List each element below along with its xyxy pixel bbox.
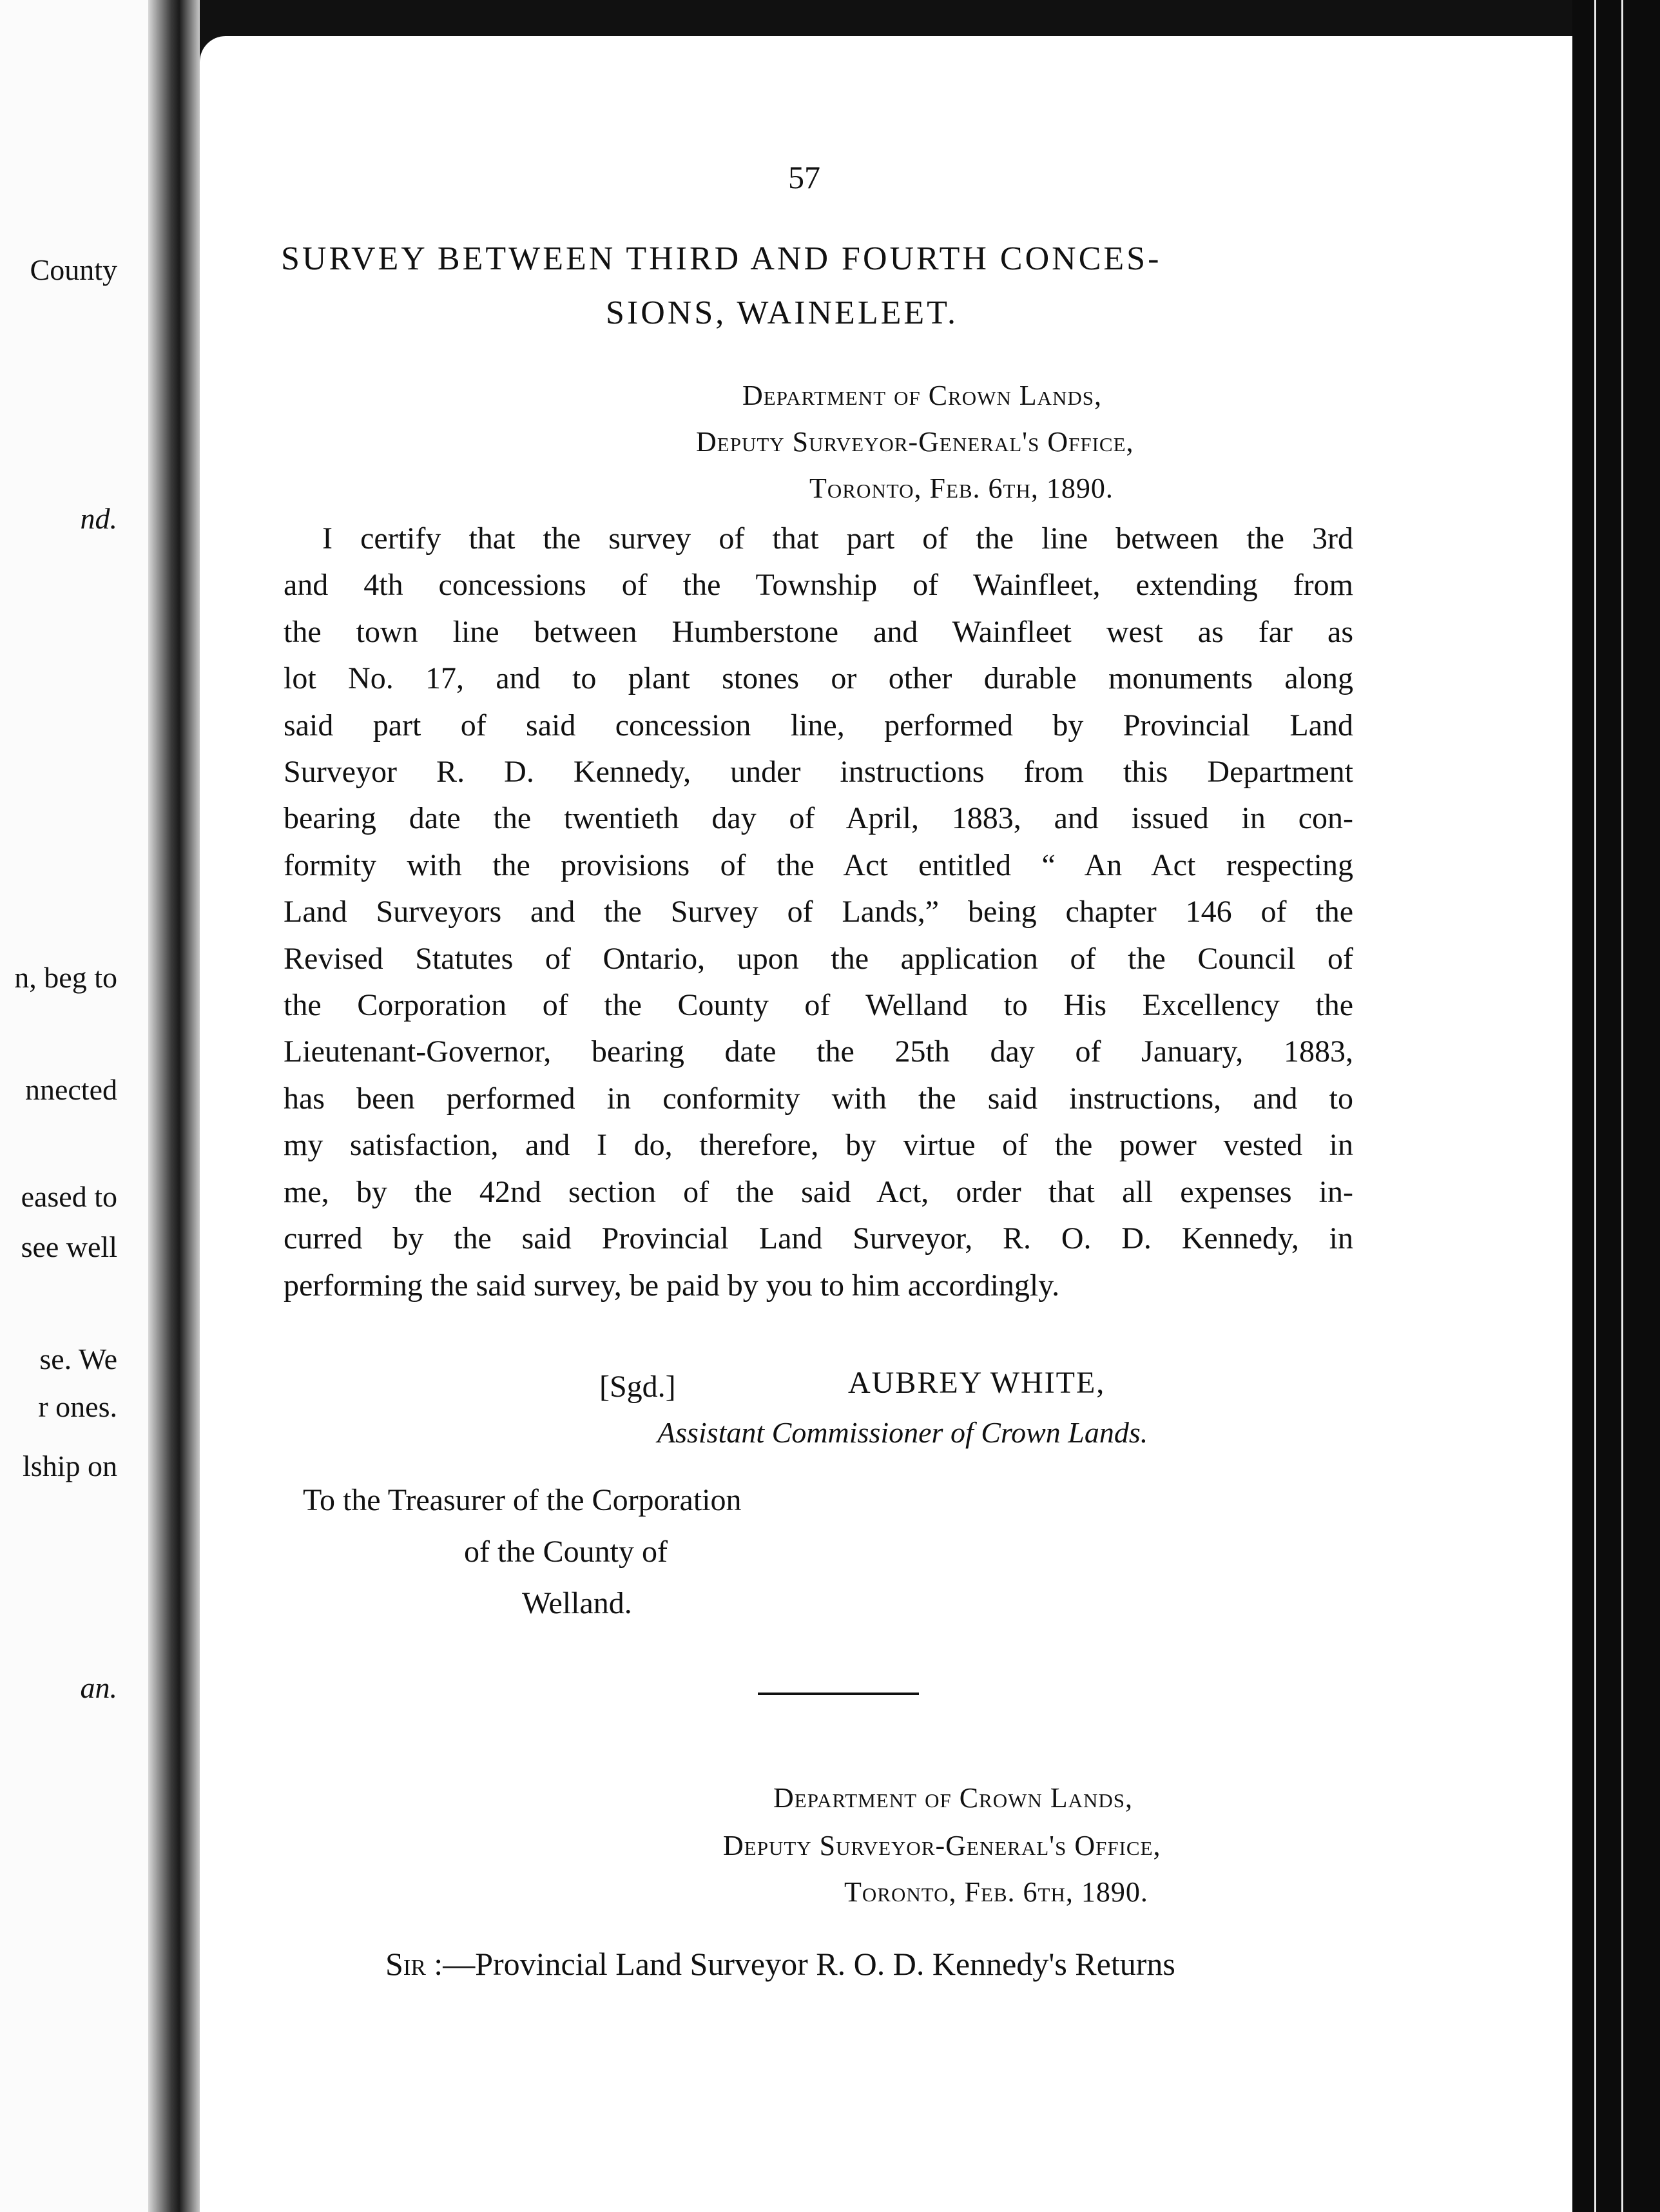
body-line: Lieutenant-Governor, bearing date the 25th day of January, 1883, [284,1034,1353,1069]
previous-page-fragment: see well [21,1230,117,1263]
body-line: has been performed in conformity with the said instructions, and to [284,1081,1353,1116]
closing-salutation: Sir : [385,1946,443,1982]
closing-line [385,1945,1175,1983]
section-divider [758,1693,919,1695]
previous-page-fragment: n, beg to [14,961,117,994]
certificate-body [284,516,1353,1309]
previous-page-fragment: an. [80,1671,117,1704]
previous-page-fragment: lship on [23,1450,117,1482]
second-header-place-date: Toronto, Feb. 6th, 1890. [844,1876,1148,1908]
addressee-line-2: of the County of [464,1535,668,1569]
body-line: me, by the 42nd section of the said Act, order that all expenses in- [284,1174,1353,1209]
previous-page-edge [0,0,148,2212]
body-line: Revised Statutes of Ontario, upon the application of the Council of [284,941,1353,976]
body-line: and 4th concessions of the Township of Wainfleet, extending from [284,568,1353,603]
header-department: Department of Crown Lands, [742,380,1103,411]
body-line: Surveyor R. D. Kennedy, under instructions from this Department [284,755,1353,790]
signature-name: AUBREY WHITE, [848,1366,1106,1400]
body-line: lot No. 17, and to plant stones or other durable monuments along [284,661,1353,696]
book-gutter [148,0,200,2212]
document-title-line-1: SURVEY BETWEEN THIRD AND FOURTH CONCES- [281,240,1162,277]
header-place-date: Toronto, Feb. 6th, 1890. [809,472,1114,504]
body-line: curred by the said Provincial Land Surveyor, R. O. D. Kennedy, in [284,1221,1353,1256]
previous-page-fragment: eased to [21,1180,117,1213]
previous-page-fragment: County [30,253,117,286]
previous-page-fragment: nnected [24,1073,117,1106]
body-line: bearing date the twentieth day of April, 1883, and issued in con- [284,801,1353,836]
body-line: the town line between Humberstone and Wainfleet west as far as [284,614,1353,649]
addressee-line-3: Welland. [522,1586,632,1620]
body-line: the Corporation of the County of Welland to His Excellency the [284,988,1353,1023]
page-number: 57 [788,159,820,195]
previous-page-fragment: se. We [39,1343,117,1375]
closing-text: —Provincial Land Surveyor R. O. D. Kennedy's Returns [443,1946,1175,1982]
right-page-edge [1572,0,1660,2212]
second-header-department: Department of Crown Lands, [773,1782,1134,1814]
body-line: said part of said concession line, performed by Provincial Land [284,708,1353,742]
body-line: performing the said survey, be paid by you to him accordingly. [284,1268,1060,1303]
signature-title: Assistant Commissioner of Crown Lands. [657,1416,1148,1449]
previous-page-fragment: nd. [80,502,117,535]
header-office: Deputy Surveyor-General's Office, [696,426,1134,458]
body-line: my satisfaction, and I do, therefore, by virtue of the power vested in [284,1128,1353,1163]
previous-page-fragment: r ones. [38,1390,117,1423]
document-title-line-2: SIONS, WAINELEET. [606,295,959,331]
addressee-line-1: To the Treasurer of the Corporation [303,1483,742,1517]
signature-sgd: [Sgd.] [599,1370,676,1404]
body-line: Land Surveyors and the Survey of Lands,” being chapter 146 of the [284,895,1353,929]
body-line: formity with the provisions of the Act entitled “ An Act respecting [284,848,1353,882]
body-line: I certify that the survey of that part of the line between the 3rd [322,521,1353,556]
second-header-office: Deputy Surveyor-General's Office, [723,1830,1161,1861]
